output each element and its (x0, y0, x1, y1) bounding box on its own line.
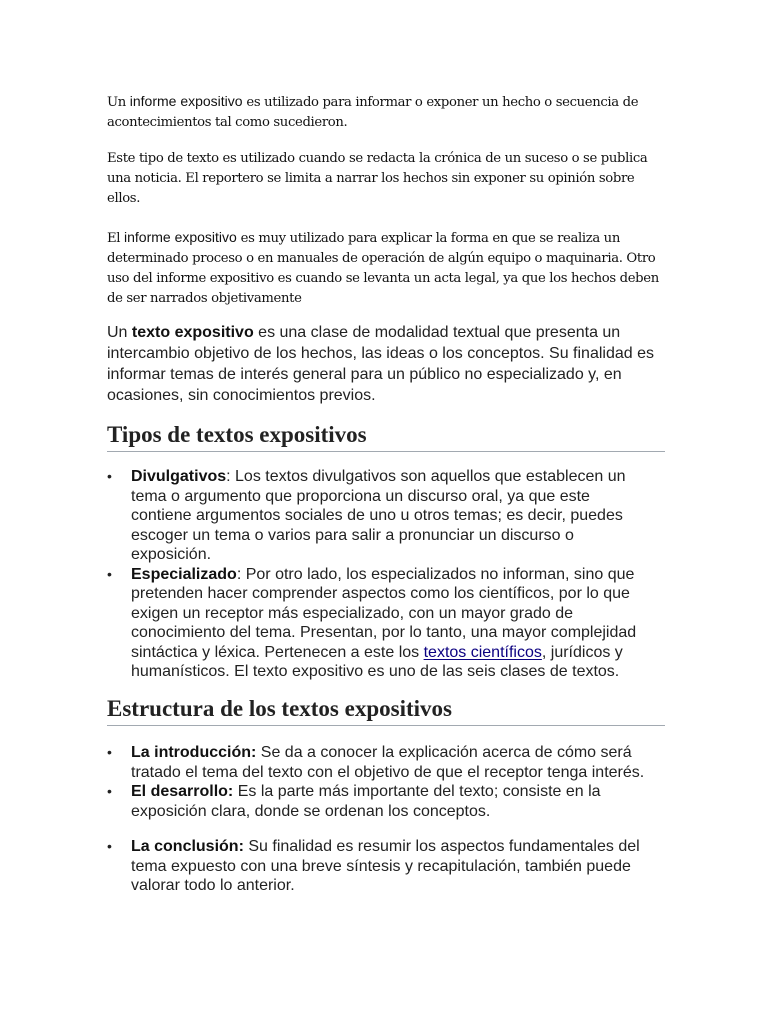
intro-middle: es una clase de (253, 324, 375, 341)
intro-prefix: Un (107, 324, 132, 341)
bullet-icon: • (107, 468, 112, 484)
item-text: : Por otro lado, los especializados no informan, sino que pretenden hacer comprender aspectos como los científicos, por lo que exigen un receptor más especializado, con un mayor grado de conocimiento del tema. Presentan, por lo tanto, una mayor complejidad sintáctica y léxica. Pertenecen a este los (131, 565, 637, 661)
item-text: , jurídicos y humanísticos. El texto expositivo es uno de las seis clases de textos. (131, 643, 623, 680)
term-introduccion: La introducción: (131, 744, 257, 761)
term-informe-expositivo: informe expositivo (124, 229, 237, 245)
bullet-icon: • (107, 838, 112, 854)
paragraph-text: es utilizado para informar o exponer un hecho o secuencia de acontecimientos tal como sucedieron. (107, 95, 639, 130)
term-divulgativos: Divulgativos (131, 468, 227, 485)
list-item-especializado (107, 565, 653, 682)
bullet-icon: • (107, 744, 112, 760)
paragraph-text: Este tipo de texto es utilizado cuando se redacta la crónica de un suceso o se publica una noticia. El reportero se limita a narrar los hechos sin exponer su opinión sobre ellos. (107, 151, 648, 206)
list-tipos (107, 467, 653, 682)
term-modalidad-textual[interactable]: modalidad textual (374, 324, 501, 341)
term-informe-expositivo: informe expositivo (129, 93, 243, 109)
item-text: Es la parte más importante del texto; consiste en la exposición clara, donde se ordenan los conceptos. (131, 783, 601, 820)
paragraph-prefix: El (107, 231, 124, 246)
term-conclusion: La conclusión: (131, 838, 244, 855)
term-especializado: Especializado (131, 565, 237, 583)
list-item-divulgativos (107, 467, 653, 565)
link-textos-cientificos[interactable]: textos científicos (423, 643, 542, 661)
term-desarrollo: El desarrollo: (131, 783, 234, 800)
heading-estructura: Estructura de los textos expositivos (107, 694, 665, 726)
paragraph-informe-definicion (107, 91, 667, 133)
paragraph-prefix: Un (107, 95, 130, 110)
list-item-desarrollo (107, 782, 653, 821)
heading-tipos: Tipos de textos expositivos (107, 420, 665, 452)
bullet-icon: • (107, 565, 112, 582)
term-texto-expositivo: texto expositivo (131, 324, 254, 341)
item-text: Se da a conocer la explicación acerca de cómo será tratado el tema del texto con el objetivo de que el receptor tenga interés. (131, 744, 645, 781)
paragraph-tipo-texto (107, 149, 667, 209)
list-estructura (107, 743, 653, 896)
bullet-icon: • (107, 783, 112, 799)
item-text: Su finalidad es resumir los aspectos fundamentales del tema expuesto con una breve síntesis y recapitulación, también puede valorar todo lo anterior. (131, 838, 640, 894)
paragraph-text: es muy utilizado para explicar la forma en que se realiza un determinado proceso o en manuales de operación de algún equipo o maquinaria. Otro uso del informe expositivo es cuando se levanta un acta legal, ya que los hechos deben de ser narrados objetivamente (107, 231, 659, 306)
intro-paragraph (107, 322, 655, 406)
item-text: : Los textos divulgativos son aquellos que establecen un tema o argumento que proporciona un discurso oral, ya que este contiene argumentos sociales de uno u otros temas; es decir, puedes escoger un tema o varios para salir a pronunciar un discurso o exposición. (131, 468, 626, 563)
intro-text: que presenta un intercambio objetivo de los hechos, las ideas o los conceptos. Su finalidad es informar temas de interés general para un público no especializado y, en ocasiones, sin conocimientos previos. (107, 324, 654, 404)
list-item-conclusion (107, 837, 653, 896)
list-item-introduccion (107, 743, 653, 782)
paragraph-informe-uso (107, 227, 667, 309)
